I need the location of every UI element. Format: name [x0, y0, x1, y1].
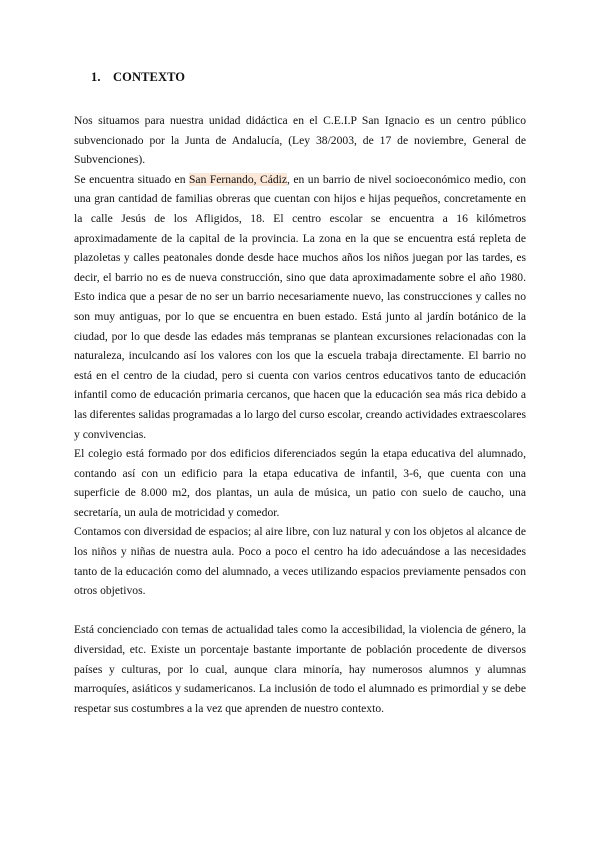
location-body-text: , en un barrio de nivel socioeconómico medio, con una gran cantidad de familias obreras que cuentan con hijos e hijas pequeños, concretamente en la calle Jesús de los Afligidos, 18. El centro escolar se encuentra a 16 kilómetros aproximadamente de la capital de la provincia. La zona en la que se encuentra está repleta de plazoletas y calles peatonales donde desde hace muchos años los niños juegan por las tardes, es decir, el barrio no es de nueva construcción, sino que data aproximadamente sobre el año 1980. Esto indica que a pesar de no ser un barrio necesariamente nuevo, las construcciones y calles no son muy antiguas, por lo que se encuentra en buen estado. Está junto al jardín botánico de la ciudad, por lo que desde las edades más tempranas se plantean excursiones relacionadas con la naturaleza, inculcando así los valores con los que la escuela trabaja directamente. El barrio no está en el centro de la ciudad, pero si cuenta con varios centros educativos tanto de educación infantil como de educación primaria cercanos, que hacen que la educación sea más rica debido a las diferentes salidas programadas a lo largo del curso escolar, creando actividades extraescolares y convivencias.: [74, 172, 526, 441]
paragraph-location: [74, 170, 526, 444]
paragraph-buildings: El colegio está formado por dos edificios diferenciados según la etapa educativa del alumnado, contando así con un edificio para la etapa educativa de infantil, 3-6, que cuenta con una superficie de 8.000 m2, dos plantas, un aula de música, un patio con suelo de caucho, una secretaría, un aula de motricidad y comedor.: [74, 447, 526, 519]
location-lead-text: Se encuentra situado en: [74, 172, 189, 186]
paragraph-diversity: Está concienciado con temas de actualidad tales como la accesibilidad, la violencia de género, la diversidad, etc. Existe un porcentaje bastante importante de población procedente de diversos países y culturas, por lo cual, aunque clara minoría, hay numerosos alumnos y alumnas marroquíes, asiáticos y sudamericanos. La inclusión de todo el alumnado es primordial y se debe respetar sus costumbres a la vez que aprenden de nuestro contexto.: [74, 623, 526, 715]
section-title: CONTEXTO: [113, 70, 186, 84]
paragraph-spaces: Contamos con diversidad de espacios; al aire libre, con luz natural y con los objetos al alcance de los niños y niñas de nuestra aula. Poco a poco el centro ha ido adecuándose a las necesidades tanto de la educación como del alumnado, a veces utilizando espacios previamente pensados con otros objetivos.: [74, 525, 526, 598]
section-number: 1.: [91, 70, 101, 84]
section-heading: [91, 70, 185, 85]
highlighted-location: San Fernando, Cádiz: [188, 172, 288, 186]
paragraph-spacer: [74, 601, 526, 621]
document-body: [74, 111, 526, 718]
paragraph-intro: Nos situamos para nuestra unidad didáctica en el C.E.I.P San Ignacio es un centro público subvencionado por la Junta de Andalucía, (Ley 38/2003, de 17 de noviembre, General de Subvenciones).: [74, 114, 526, 167]
